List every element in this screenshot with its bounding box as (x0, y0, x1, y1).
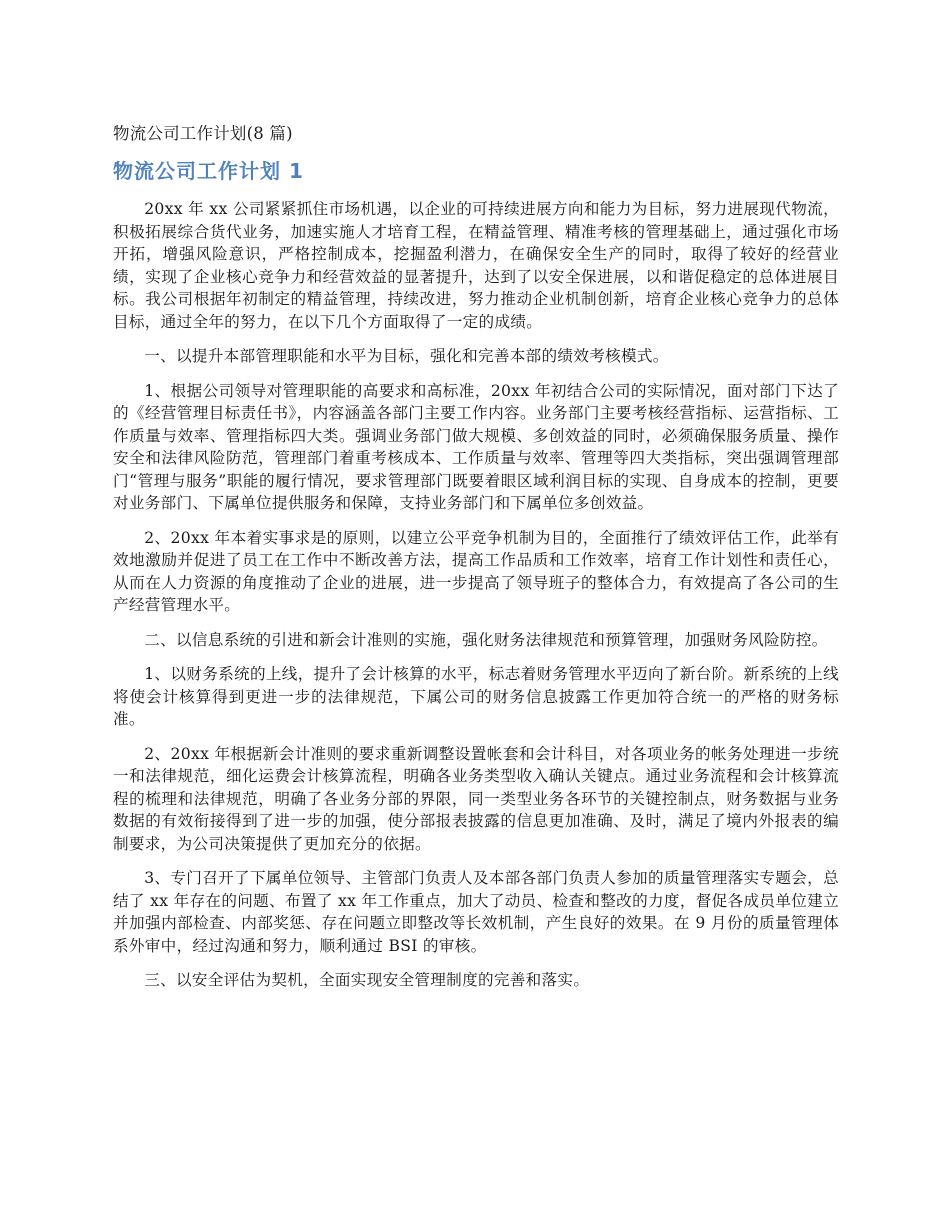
paragraph-point-2-3: 3、专门召开了下属单位领导、主管部门负责人及本部各部门负责人参加的质量管理落实专题会，总结了 xx 年存在的问题、布置了 xx 年工作重点，加大了动员、检查和整改的力度，督促各成员单位建立并加强内部检查、内部奖惩、存在问题立即整改等长效机制，产生良好的效果。在 9 月份的质量管理体系外审中，经过沟通和努力，顺利通过 BSI 的审核。 (113, 869, 839, 955)
paragraph-point-1-1: 1、根据公司领导对管理职能的高要求和高标准，20xx 年初结合公司的实际情况，面对部门下达了的《经营管理目标责任书》，内容涵盖各部门主要工作内容。业务部门主要考核经营指标、运营指标、工作质量与效率、管理指标四大类。强调业务部门做大规模、多创效益的同时，必须确保服务质量、操作安全和法律风险防范，管理部门着重考核成本、工作质量与效率、管理等四大类指标，突出强调管理部门“管理与服务”职能的履行情况，要求管理部门既要着眼区域利润目标的实现、自身成本的控制，更要对业务部门、下属单位提供服务和保障，支持业务部门和下属单位多创效益。 (113, 381, 839, 512)
paragraph-point-3: 三、以安全评估为契机，全面实现安全管理制度的完善和落实。 (144, 971, 590, 989)
paragraph-point-1: 一、以提升本部管理职能和水平为目标，强化和完善本部的绩效考核模式。 (144, 347, 669, 365)
paragraph-point-1-2: 2、20xx 年本着实事求是的原则，以建立公平竞争机制为目的，全面推行了绩效评估工作，此举有效地激励并促进了员工在工作中不断改善方法，提高工作品质和工作效率，培育工作计划性和责任心，从而在人力资源的角度推动了企业的进展，进一步提高了领导班子的整体合力，有效提高了各公司的生产经营管理水平。 (113, 528, 839, 614)
section-heading: 物流公司工作计划 1 (113, 159, 304, 183)
paragraph-point-2: 二、以信息系统的引进和新会计准则的实施，强化财务法律规范和预算管理，加强财务风险防控。 (144, 630, 828, 649)
paragraph-point-2-1: 1、以财务系统的上线，提升了会计核算的水平，标志着财务管理水平迈向了新台阶。新系统的上线将使会计核算得到更进一步的法律规范，下属公司的财务信息披露工作更加符合统一的严格的财务标准。 (113, 665, 839, 728)
paragraph-point-2-2: 2、20xx 年根据新会计准则的要求重新调整设置帐套和会计科目，对各项业务的帐务处理进一步统一和法律规范，细化运费会计核算流程，明确各业务类型收入确认关键点。通过业务流程和会计核算流程的梳理和法律规范，明确了各业务分部的界限，同一类型业务各环节的关键控制点，财务数据与业务数据的有效衔接得到了进一步的加强，使分部报表披露的信息更加准确、及时，满足了境内外报表的编制要求，为公司决策提供了更加充分的依据。 (113, 744, 839, 853)
document-page (113, 120, 839, 1004)
paragraph-intro: 20xx 年 xx 公司紧紧抓住市场机遇，以企业的可持续进展方向和能力为目标，努力进展现代物流，积极拓展综合货代业务，加速实施人才培育工程，在精益管理、精准考核的管理基础上，通过强化市场开拓，增强风险意识，严格控制成本，挖掘盈利潜力，在确保安全生产的同时，取得了较好的经营业绩，实现了企业核心竞争力和经营效益的显著提升，达到了以安全保进展，以和谐促稳定的总体进展目标。我公司根据年初制定的精益管理，持续改进，努力推动企业机制创新，培育企业核心竞争力的总体目标，通过全年的努力，在以下几个方面取得了一定的成绩。 (113, 200, 839, 331)
document-title: 物流公司工作计划(8 篇) (113, 124, 293, 143)
